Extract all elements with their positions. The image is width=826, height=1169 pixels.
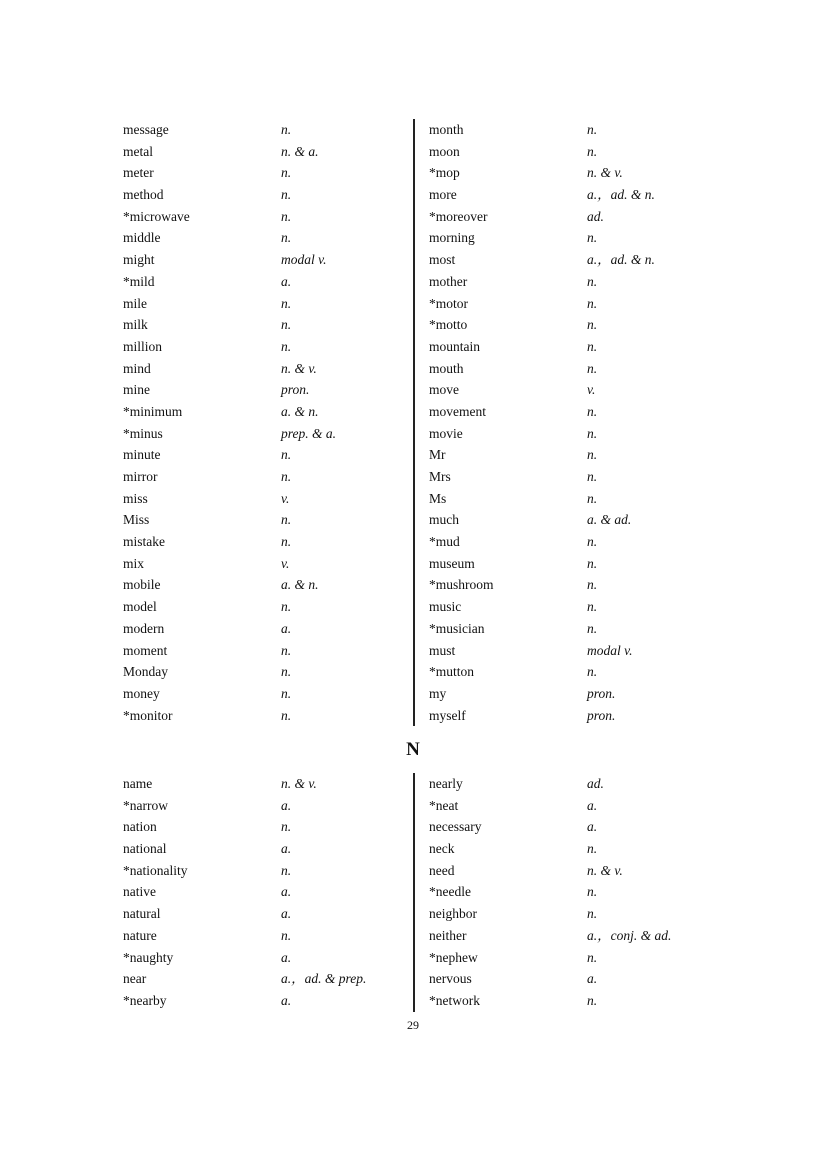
entry-part-of-speech: n. — [281, 512, 292, 528]
entry-part-of-speech: n. — [281, 187, 292, 203]
entry-part-of-speech: n. — [281, 165, 292, 181]
entry-part-of-speech: a.，ad. & prep. — [281, 971, 367, 987]
entry-word: *mud — [429, 534, 460, 550]
entry-part-of-speech: v. — [281, 555, 290, 571]
entry-word: natural — [123, 906, 161, 922]
entry-part-of-speech: n. — [587, 469, 598, 484]
entry-part-of-speech: pron. — [281, 382, 310, 398]
entry-word: Monday — [123, 664, 168, 680]
entry-part-of-speech: a.，conj. & ad. — [587, 927, 672, 943]
entry-part-of-speech: n. — [281, 819, 292, 835]
entry-word: might — [123, 252, 155, 268]
entry-word: method — [123, 187, 164, 203]
entry-word: Miss — [123, 512, 150, 528]
entry-part-of-speech: n. — [281, 664, 292, 680]
entry-word: near — [123, 971, 147, 987]
entry-word: moment — [123, 642, 168, 658]
entry-part-of-speech: a. — [281, 906, 292, 922]
entry-word: month — [429, 122, 464, 137]
entry-part-of-speech: a. — [281, 620, 292, 636]
entry-word: neither — [429, 927, 467, 943]
entry-part-of-speech: n. — [281, 642, 292, 658]
entry-word: *minimum — [123, 403, 183, 419]
entry-part-of-speech: n. & v. — [281, 776, 317, 791]
entry-word: Mrs — [429, 469, 451, 484]
entry-word: *mild — [123, 273, 155, 289]
entry-word: metal — [123, 143, 153, 159]
entry-word: mobile — [123, 577, 161, 593]
entry-word: minute — [123, 447, 161, 463]
entry-part-of-speech: n. — [281, 599, 292, 615]
entry-word: *mop — [429, 165, 460, 181]
entry-part-of-speech: pron. — [587, 707, 616, 723]
entry-part-of-speech: n. — [587, 599, 598, 615]
entry-part-of-speech: prep. & a. — [281, 425, 336, 441]
entry-part-of-speech: n. & a. — [281, 143, 319, 159]
entry-word: museum — [429, 555, 475, 571]
entry-part-of-speech: a. — [281, 841, 292, 857]
entry-word: *motto — [429, 317, 468, 333]
page-number: 29 — [407, 1018, 419, 1032]
entry-word: *monitor — [123, 707, 173, 723]
entry-word: *network — [429, 992, 480, 1008]
entry-word: native — [123, 884, 156, 900]
entry-word: miss — [123, 490, 148, 506]
entry-part-of-speech: pron. — [587, 685, 616, 701]
entry-part-of-speech: n. — [587, 425, 598, 441]
entry-part-of-speech: modal v. — [587, 642, 633, 658]
entry-part-of-speech: ad. — [587, 776, 604, 791]
entry-word: neck — [429, 841, 455, 857]
entry-word: *neat — [429, 797, 459, 813]
entry-word: *minus — [123, 425, 163, 441]
entry-part-of-speech: modal v. — [281, 252, 327, 268]
entry-word: *narrow — [123, 797, 168, 813]
entry-word: *mushroom — [429, 577, 494, 593]
entry-word: mix — [123, 555, 145, 571]
entry-word: must — [429, 642, 456, 658]
entry-part-of-speech: n. — [281, 447, 292, 463]
entry-part-of-speech: n. & v. — [281, 360, 317, 376]
entry-part-of-speech: n. — [281, 230, 292, 246]
entry-part-of-speech: n. — [587, 992, 598, 1008]
entry-part-of-speech: n. — [587, 273, 598, 289]
entry-word: need — [429, 862, 455, 878]
entry-word: milk — [123, 317, 148, 333]
entry-word: million — [123, 338, 163, 354]
entry-part-of-speech: n. — [587, 841, 598, 857]
entry-part-of-speech: n. — [281, 927, 292, 943]
entry-part-of-speech: n. — [587, 906, 598, 922]
entry-part-of-speech: n. — [587, 620, 598, 636]
entry-part-of-speech: n. — [281, 122, 292, 137]
entry-word: national — [123, 841, 167, 857]
entry-word: *microwave — [123, 208, 190, 224]
entry-word: music — [429, 599, 462, 615]
entry-word: movie — [429, 425, 463, 441]
entry-part-of-speech: n. — [587, 230, 598, 246]
entry-part-of-speech: a.，ad. & n. — [587, 252, 655, 268]
entry-part-of-speech: a. & n. — [281, 403, 319, 419]
entry-part-of-speech: n. & v. — [587, 165, 623, 181]
entry-word: message — [123, 122, 169, 137]
entry-part-of-speech: a. & ad. — [587, 512, 632, 528]
entry-part-of-speech: n. — [281, 707, 292, 723]
entry-word: nervous — [429, 971, 472, 987]
entry-word: *mutton — [429, 664, 475, 680]
entry-word: model — [123, 599, 157, 615]
entry-part-of-speech: n. — [587, 143, 598, 159]
entry-part-of-speech: n. — [281, 295, 292, 311]
column-divider — [413, 773, 415, 1012]
entry-part-of-speech: n. — [281, 317, 292, 333]
entry-word: my — [429, 685, 447, 701]
entry-word: name — [123, 776, 153, 791]
entry-word: *moreover — [429, 208, 488, 224]
entry-part-of-speech: n. & v. — [587, 862, 623, 878]
entry-part-of-speech: a. — [281, 949, 292, 965]
entry-word: mind — [123, 360, 151, 376]
entry-word: nature — [123, 927, 157, 943]
entry-word: most — [429, 252, 456, 268]
entry-word: movement — [429, 403, 486, 419]
entry-part-of-speech: n. — [587, 534, 598, 550]
entry-part-of-speech: n. — [587, 664, 598, 680]
entry-word: *nationality — [123, 862, 188, 878]
entry-part-of-speech: ad. — [587, 208, 604, 224]
entry-part-of-speech: a. — [587, 819, 598, 835]
entry-part-of-speech: a.，ad. & n. — [587, 187, 655, 203]
entry-part-of-speech: n. — [587, 949, 598, 965]
entry-part-of-speech: n. — [281, 208, 292, 224]
entry-word: *needle — [429, 884, 471, 900]
entry-word: nation — [123, 819, 157, 835]
entry-word: mile — [123, 295, 147, 311]
entry-part-of-speech: a. — [281, 797, 292, 813]
entry-part-of-speech: n. — [587, 577, 598, 593]
entry-part-of-speech: v. — [587, 382, 596, 398]
entry-part-of-speech: a. & n. — [281, 577, 319, 593]
entry-part-of-speech: a. — [281, 884, 292, 900]
entry-part-of-speech: n. — [587, 447, 598, 463]
entry-word: more — [429, 187, 457, 203]
entry-part-of-speech: n. — [587, 338, 598, 354]
entry-word: middle — [123, 230, 161, 246]
entry-word: Mr — [429, 447, 446, 463]
entry-word: mirror — [123, 469, 158, 484]
entry-word: *motor — [429, 295, 468, 311]
entry-part-of-speech: n. — [587, 884, 598, 900]
entry-part-of-speech: n. — [281, 534, 292, 550]
entry-word: move — [429, 382, 459, 398]
entry-word: money — [123, 685, 160, 701]
entry-word: meter — [123, 165, 154, 181]
entry-word: *musician — [429, 620, 485, 636]
entry-word: mouth — [429, 360, 464, 376]
entry-word: Ms — [429, 490, 447, 506]
entry-word: myself — [429, 707, 466, 723]
entry-part-of-speech: n. — [587, 403, 598, 419]
entry-word: much — [429, 512, 459, 528]
entry-word: *nephew — [429, 949, 478, 965]
entry-word: mother — [429, 273, 468, 289]
entry-word: modern — [123, 620, 165, 636]
entry-part-of-speech: n. — [587, 122, 598, 137]
entry-part-of-speech: a. — [281, 992, 292, 1008]
entry-word: moon — [429, 143, 460, 159]
entry-word: mine — [123, 382, 150, 398]
entry-part-of-speech: n. — [281, 685, 292, 701]
column-divider — [413, 119, 415, 726]
entry-part-of-speech: a. — [587, 971, 598, 987]
entry-part-of-speech: n. — [587, 317, 598, 333]
entry-word: necessary — [429, 819, 482, 835]
entry-part-of-speech: n. — [587, 555, 598, 571]
entry-word: mountain — [429, 338, 480, 354]
entry-part-of-speech: n. — [587, 295, 598, 311]
entry-part-of-speech: n. — [587, 360, 598, 376]
entry-part-of-speech: n. — [587, 490, 598, 506]
entry-part-of-speech: a. — [587, 797, 598, 813]
entry-part-of-speech: n. — [281, 469, 292, 484]
entry-part-of-speech: v. — [281, 490, 290, 506]
entry-word: neighbor — [429, 906, 477, 922]
entry-word: morning — [429, 230, 475, 246]
section-heading: N — [406, 739, 420, 760]
entry-part-of-speech: n. — [281, 338, 292, 354]
entry-word: *nearby — [123, 992, 167, 1008]
entry-word: *naughty — [123, 949, 174, 965]
entry-word: mistake — [123, 534, 165, 550]
entry-part-of-speech: n. — [281, 862, 292, 878]
entry-word: nearly — [429, 776, 463, 791]
entry-part-of-speech: a. — [281, 273, 292, 289]
